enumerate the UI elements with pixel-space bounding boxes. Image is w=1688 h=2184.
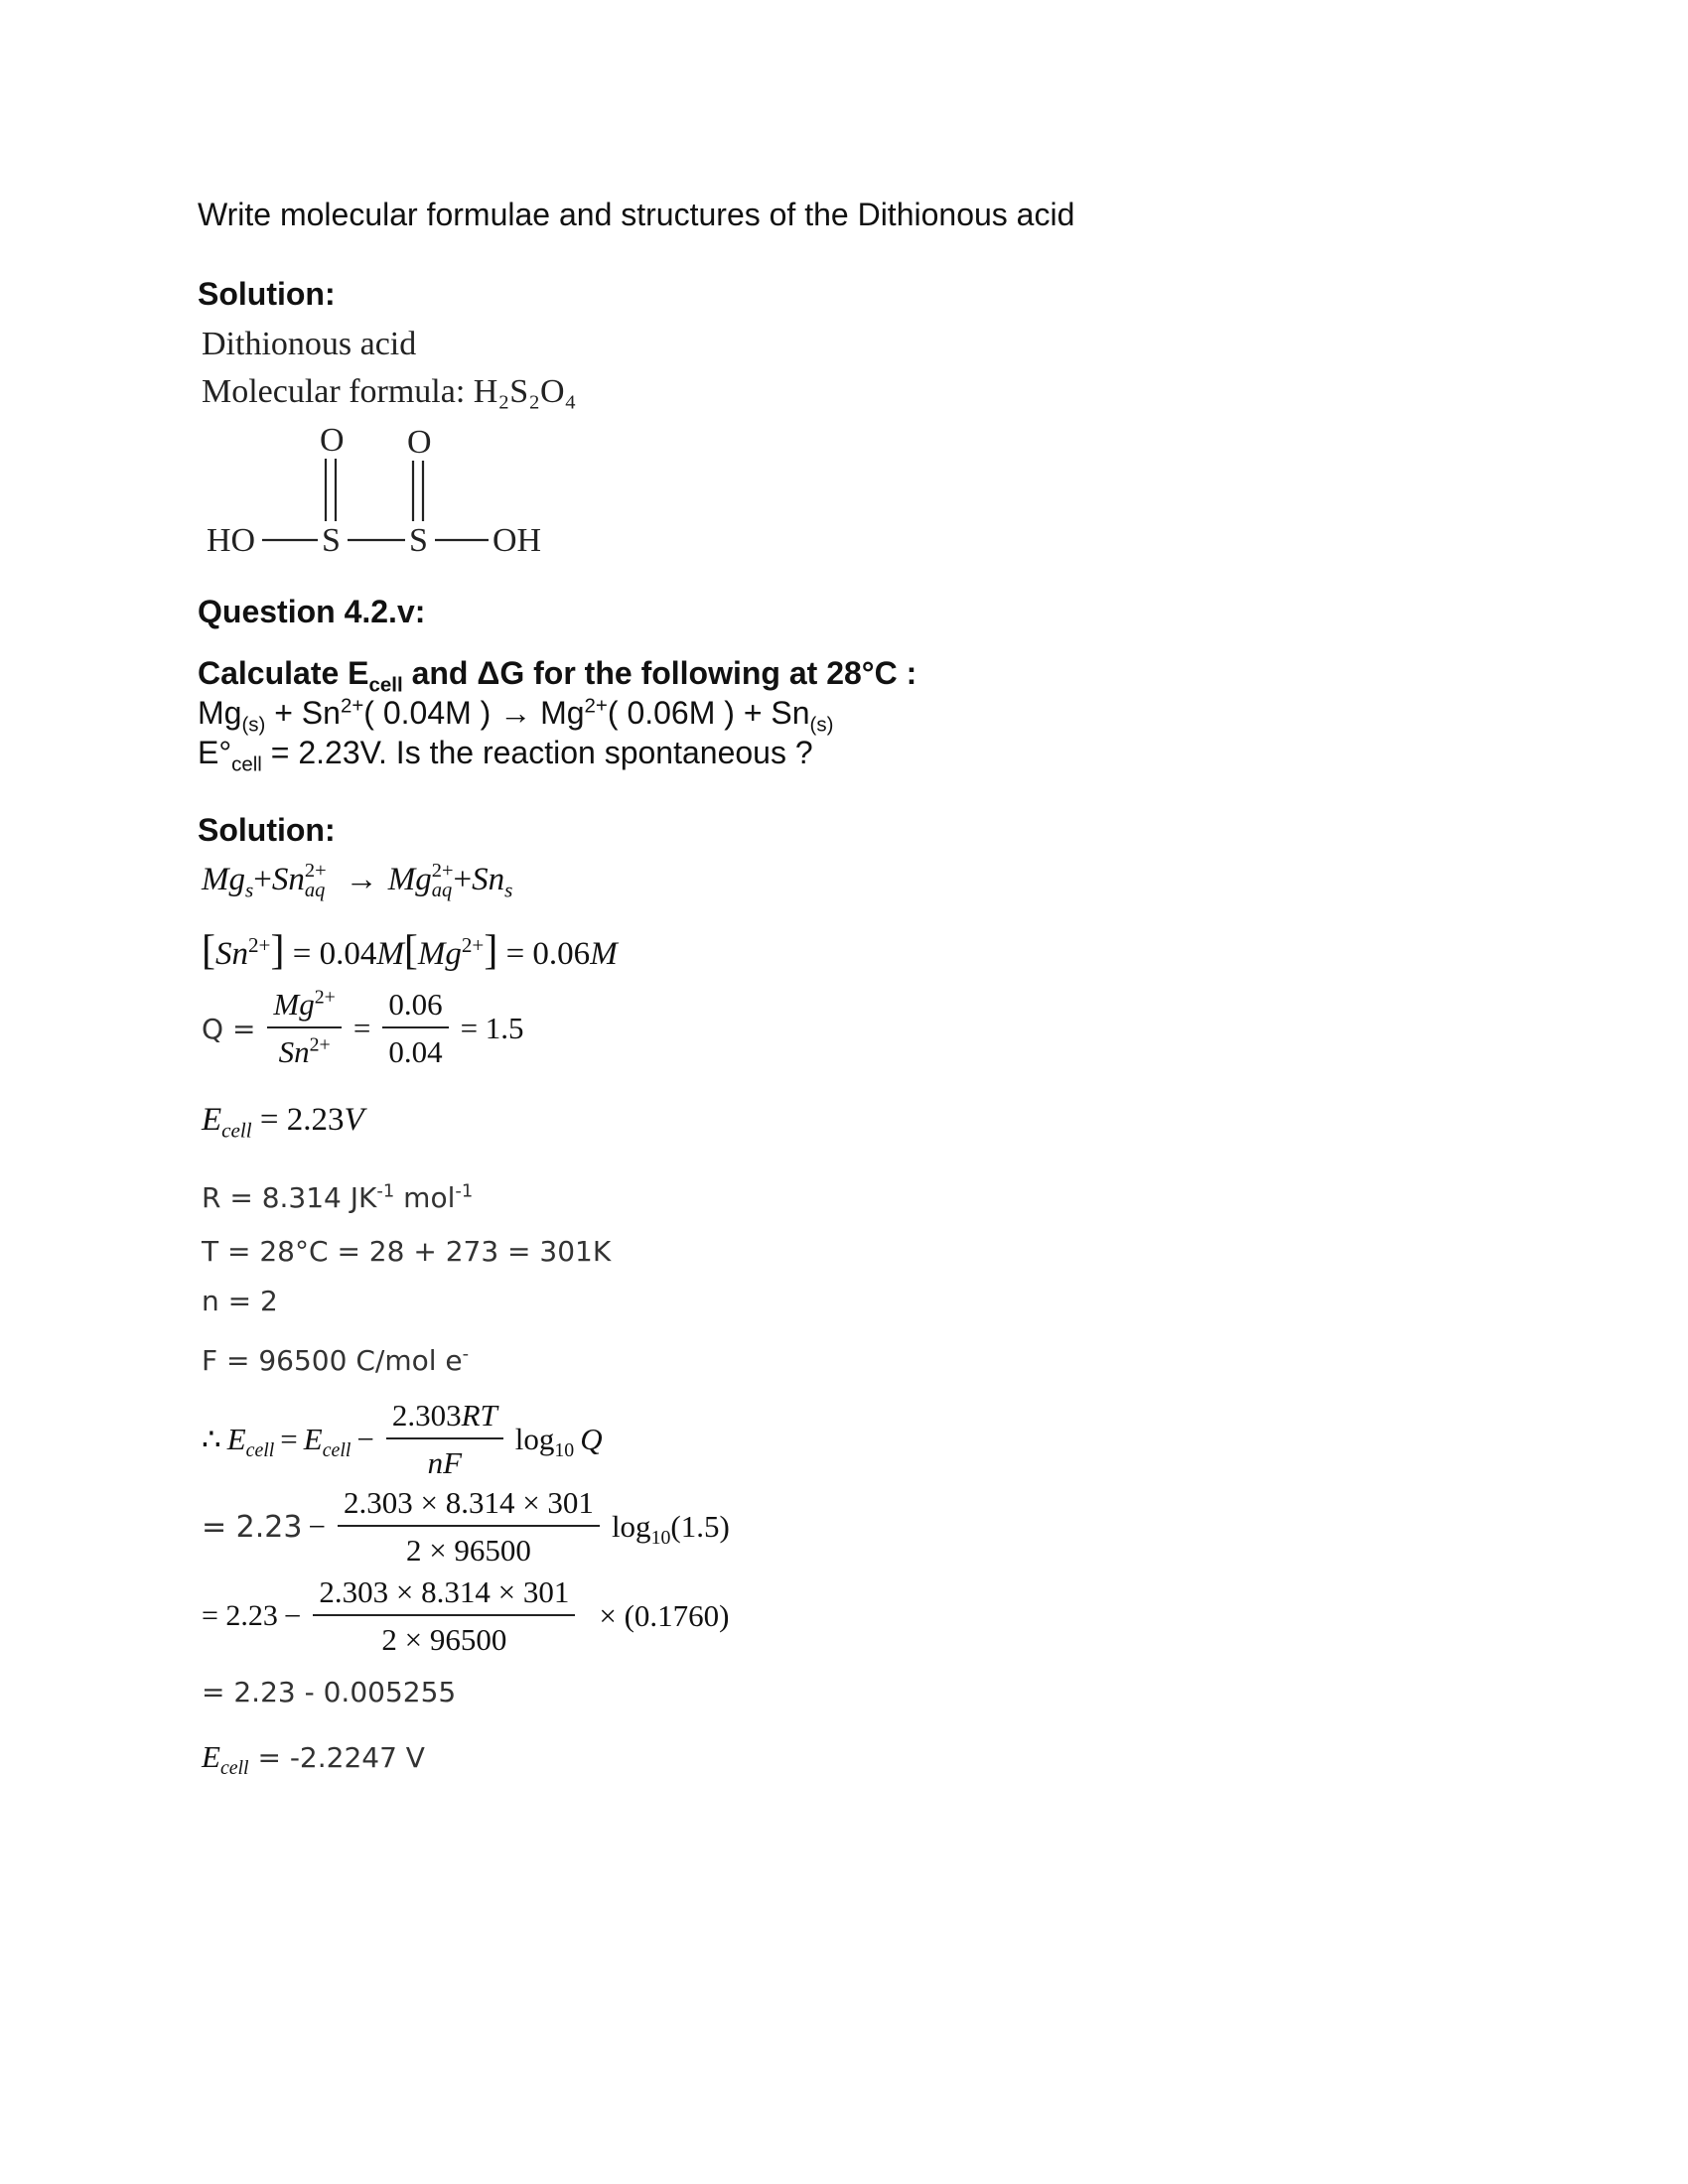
concentration-equation: $[Sn^{2+}] = 0.04M[Mg^{2+}] = 0.06M$: [202, 928, 618, 974]
sulfur-right: S: [409, 522, 428, 559]
faraday-constant: F = 96500 C/mol e-: [202, 1343, 470, 1377]
standard-cell-potential: $E_{cell} = 2.23V$: [202, 1102, 364, 1143]
acid-name: Dithionous acid: [202, 326, 417, 362]
molecular-formula: Molecular formula: H₂S₂O₄: [202, 373, 577, 410]
oxygen-right: O: [407, 424, 432, 461]
oxygen-left: O: [320, 422, 345, 459]
hydroxyl-left: HO: [207, 522, 256, 559]
standard-potential: $E^\circ_{cell} = 2.23V$. Is the reaction spontaneous ?: [198, 735, 813, 776]
solution-label-2: Solution:: [198, 812, 336, 848]
question-number: Question 4.2.v:: [198, 594, 426, 629]
calculation-step-1: = 2.23 − $\frac{2.303 \times 8.314 \times 301}{2 \times 96500}$ $\log_{10}(1.5)$: [202, 1485, 730, 1568]
final-cell-potential: $E_{cell} = -2.2247$ V: [202, 1739, 425, 1780]
calculation-step-2: = 2.23 − $\frac{2.303 \times 8.314 \times 301}{2 \times 96500}$ × (0.1760): [202, 1574, 730, 1657]
electrons-transferred: n = 2: [202, 1285, 278, 1317]
gas-constant: R = 8.314 $JK^{-1}$ mol$^{-1}$: [202, 1180, 474, 1214]
ionic-equation: $Mg_s+Sn$ 2+ aq → Mg 2+ aq $+Sn_s$: [202, 859, 513, 902]
solution-label: Solution:: [198, 276, 336, 312]
hydroxyl-right: OH: [492, 522, 542, 559]
sulfur-left: S: [322, 522, 341, 559]
question2-heading: Calculate $E_{cell}$ and ΔG for the following at 28°C :: [198, 655, 917, 697]
reaction-equation: $Mg_{(s)} + Sn^{2+}$( 0.04M ) → $Mg^{2+}$( 0.06M ) + $Sn_{(s)}$: [198, 694, 834, 737]
temperature: T = 28°C = 28 + 273 = 301K: [202, 1235, 612, 1268]
dithionous-acid-structure: [199, 417, 576, 566]
nernst-equation: ∴ $E_{cell}$ = $E_{cell}$ − $\frac{2.303RT}{nF}$ $\log_{10} Q$: [202, 1398, 603, 1480]
question-text: Write molecular formulae and structures of the Dithionous acid: [198, 197, 1075, 232]
calculation-step-3: = 2.23 - 0.005255: [202, 1676, 457, 1708]
reaction-quotient: Q = $\frac{Mg^{2+}}{Sn^{2+}}$ = $\frac{0.06}{0.04}$ = 1.5: [202, 986, 524, 1069]
